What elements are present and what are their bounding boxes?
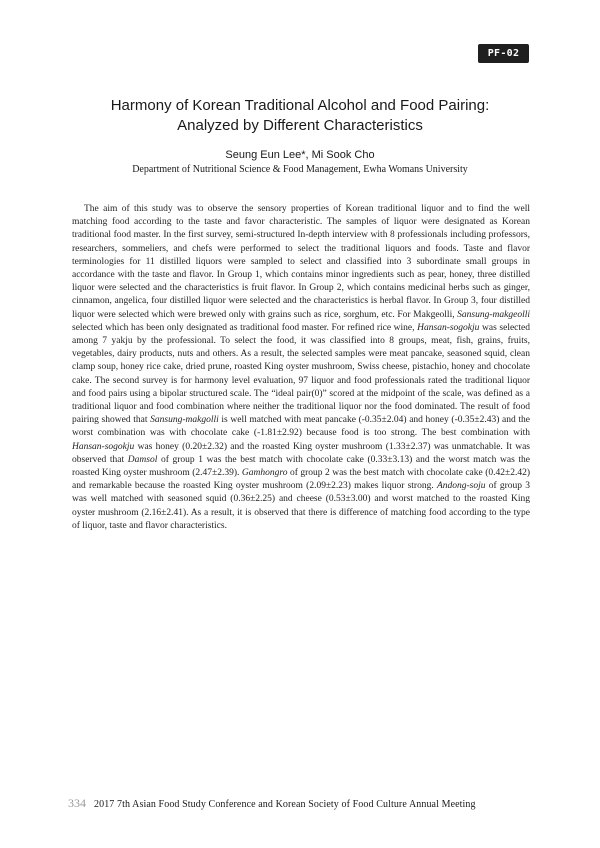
abstract-body [72, 203, 530, 533]
title-line-1: Harmony of Korean Traditional Alcohol and Food Pairing: [110, 97, 490, 114]
abstract-text-run: of group 2 was the best match with chocolate cake (0.42±2.42) and remarkable because the roasted King oyster mushroom (2.09±2.23) makes liquor strong. [72, 468, 530, 492]
abstract-text-run: was honey (0.20±2.32) and the roasted King oyster mushroom (1.33±2.37) was unmatchable. It was observed that [72, 441, 530, 465]
abstract-text-run: The aim of this study was to observe the sensory properties of Korean traditional liquor and to find the well matching food according to the taste and favor characteristic. The samples of liquor were designated as Korean traditional food master. In the first survey, semi-structured In-depth interview with 8 professionals including professors, researchers, sommeliers, and chefs were performed to select the traditional liquors and foods. Taste and flavor terminologies for 11 distilled liquors were sampled to select and classified into 3 subordinate small groups in accordance with the taste and flavor. In Group 1, which contains minor ingredients such as pear, honey, three distilled liquor were selected and the characteristics is fruit flavor. In Group 2, which contains medicinal herbs such as ginger, cinnamon, angelica, four distilled liquor were selected and the characteristics is herbal flavor. In Group 3, four distilled liquor were selected which were brewed only with grains such as rice, sorghum, etc. For Makgeolli, [72, 204, 530, 320]
page-number: 334 [68, 796, 86, 810]
abstract-italic-term: Hansan-sogokju [72, 441, 135, 452]
abstract-italic-term: Sansung-makgolli [150, 415, 219, 426]
session-badge: PF-02 [478, 44, 529, 63]
abstract-text-run: of group 1 was the best match with chocolate cake (0.33±3.13) and the worst match was the roasted King oyster mushroom (2.47±2.39). [72, 454, 530, 479]
abstract-italic-term: Gamhongro [241, 468, 288, 479]
abstract-text-run: selected which has been only designated as traditional food master. For refined rice wine, [72, 322, 418, 333]
title-line-2: Analyzed by Different Characteristics [177, 117, 423, 134]
page-footer [68, 796, 538, 811]
author-list: Seung Eun Lee*, Mi Sook Cho [225, 149, 375, 161]
abstract-italic-term: Hansan-sogokju [417, 322, 480, 333]
conference-name: 2017 7th Asian Food Study Conference and Korean Society of Food Culture Annual Meeting [94, 799, 476, 810]
affiliation: Department of Nutritional Science & Food Management, Ewha Womans University [132, 164, 468, 175]
abstract-italic-term: Damsol [127, 454, 158, 465]
paper-title [70, 96, 530, 136]
abstract-text-run: of group 3 was well matched with seasoned squid (0.36±2.25) and cheese (0.53±3.00) and worst matched to the roasted King oyster mushroom (2.16±2.41). As a result, it is observed that there is difference of matching food according to the type of liquor, taste and flavor characteristics. [72, 481, 530, 531]
abstract-text-run: is well matched with meat pancake (-0.35±2.04) and honey (-0.35±2.43) and the worst combination was with chocolate cake (-1.81±2.92) because food is too strong. The best combination with [72, 415, 530, 439]
abstract-text-run: was selected among 7 yakju by the professional. To select the food, it was classified into 8 groups, meat, fish, grains, fruits, vegetables, dairy products, nuts and others. As a result, the selected samples were meat pancake, seasoned squid, clean clamp soup, honey rice cake, dried prune, roasted King oyster mushroom, Swiss cheese, pistachio, honey and chocolate cake. The second survey is for harmony level evaluation, 97 liquor and food professionals rated the traditional liquor and food pairs using a bipolar structured scale. The “ideal pair(0)” scored at the midpoint of the scale, was defined as a traditional liquor and food combination where neither the traditional liquor nor the food dominated. The result of food pairing showed that [72, 322, 531, 426]
abstract-italic-term: Andong-soju [436, 481, 486, 492]
abstract-italic-term: Sansung-makgeolli [457, 309, 530, 320]
